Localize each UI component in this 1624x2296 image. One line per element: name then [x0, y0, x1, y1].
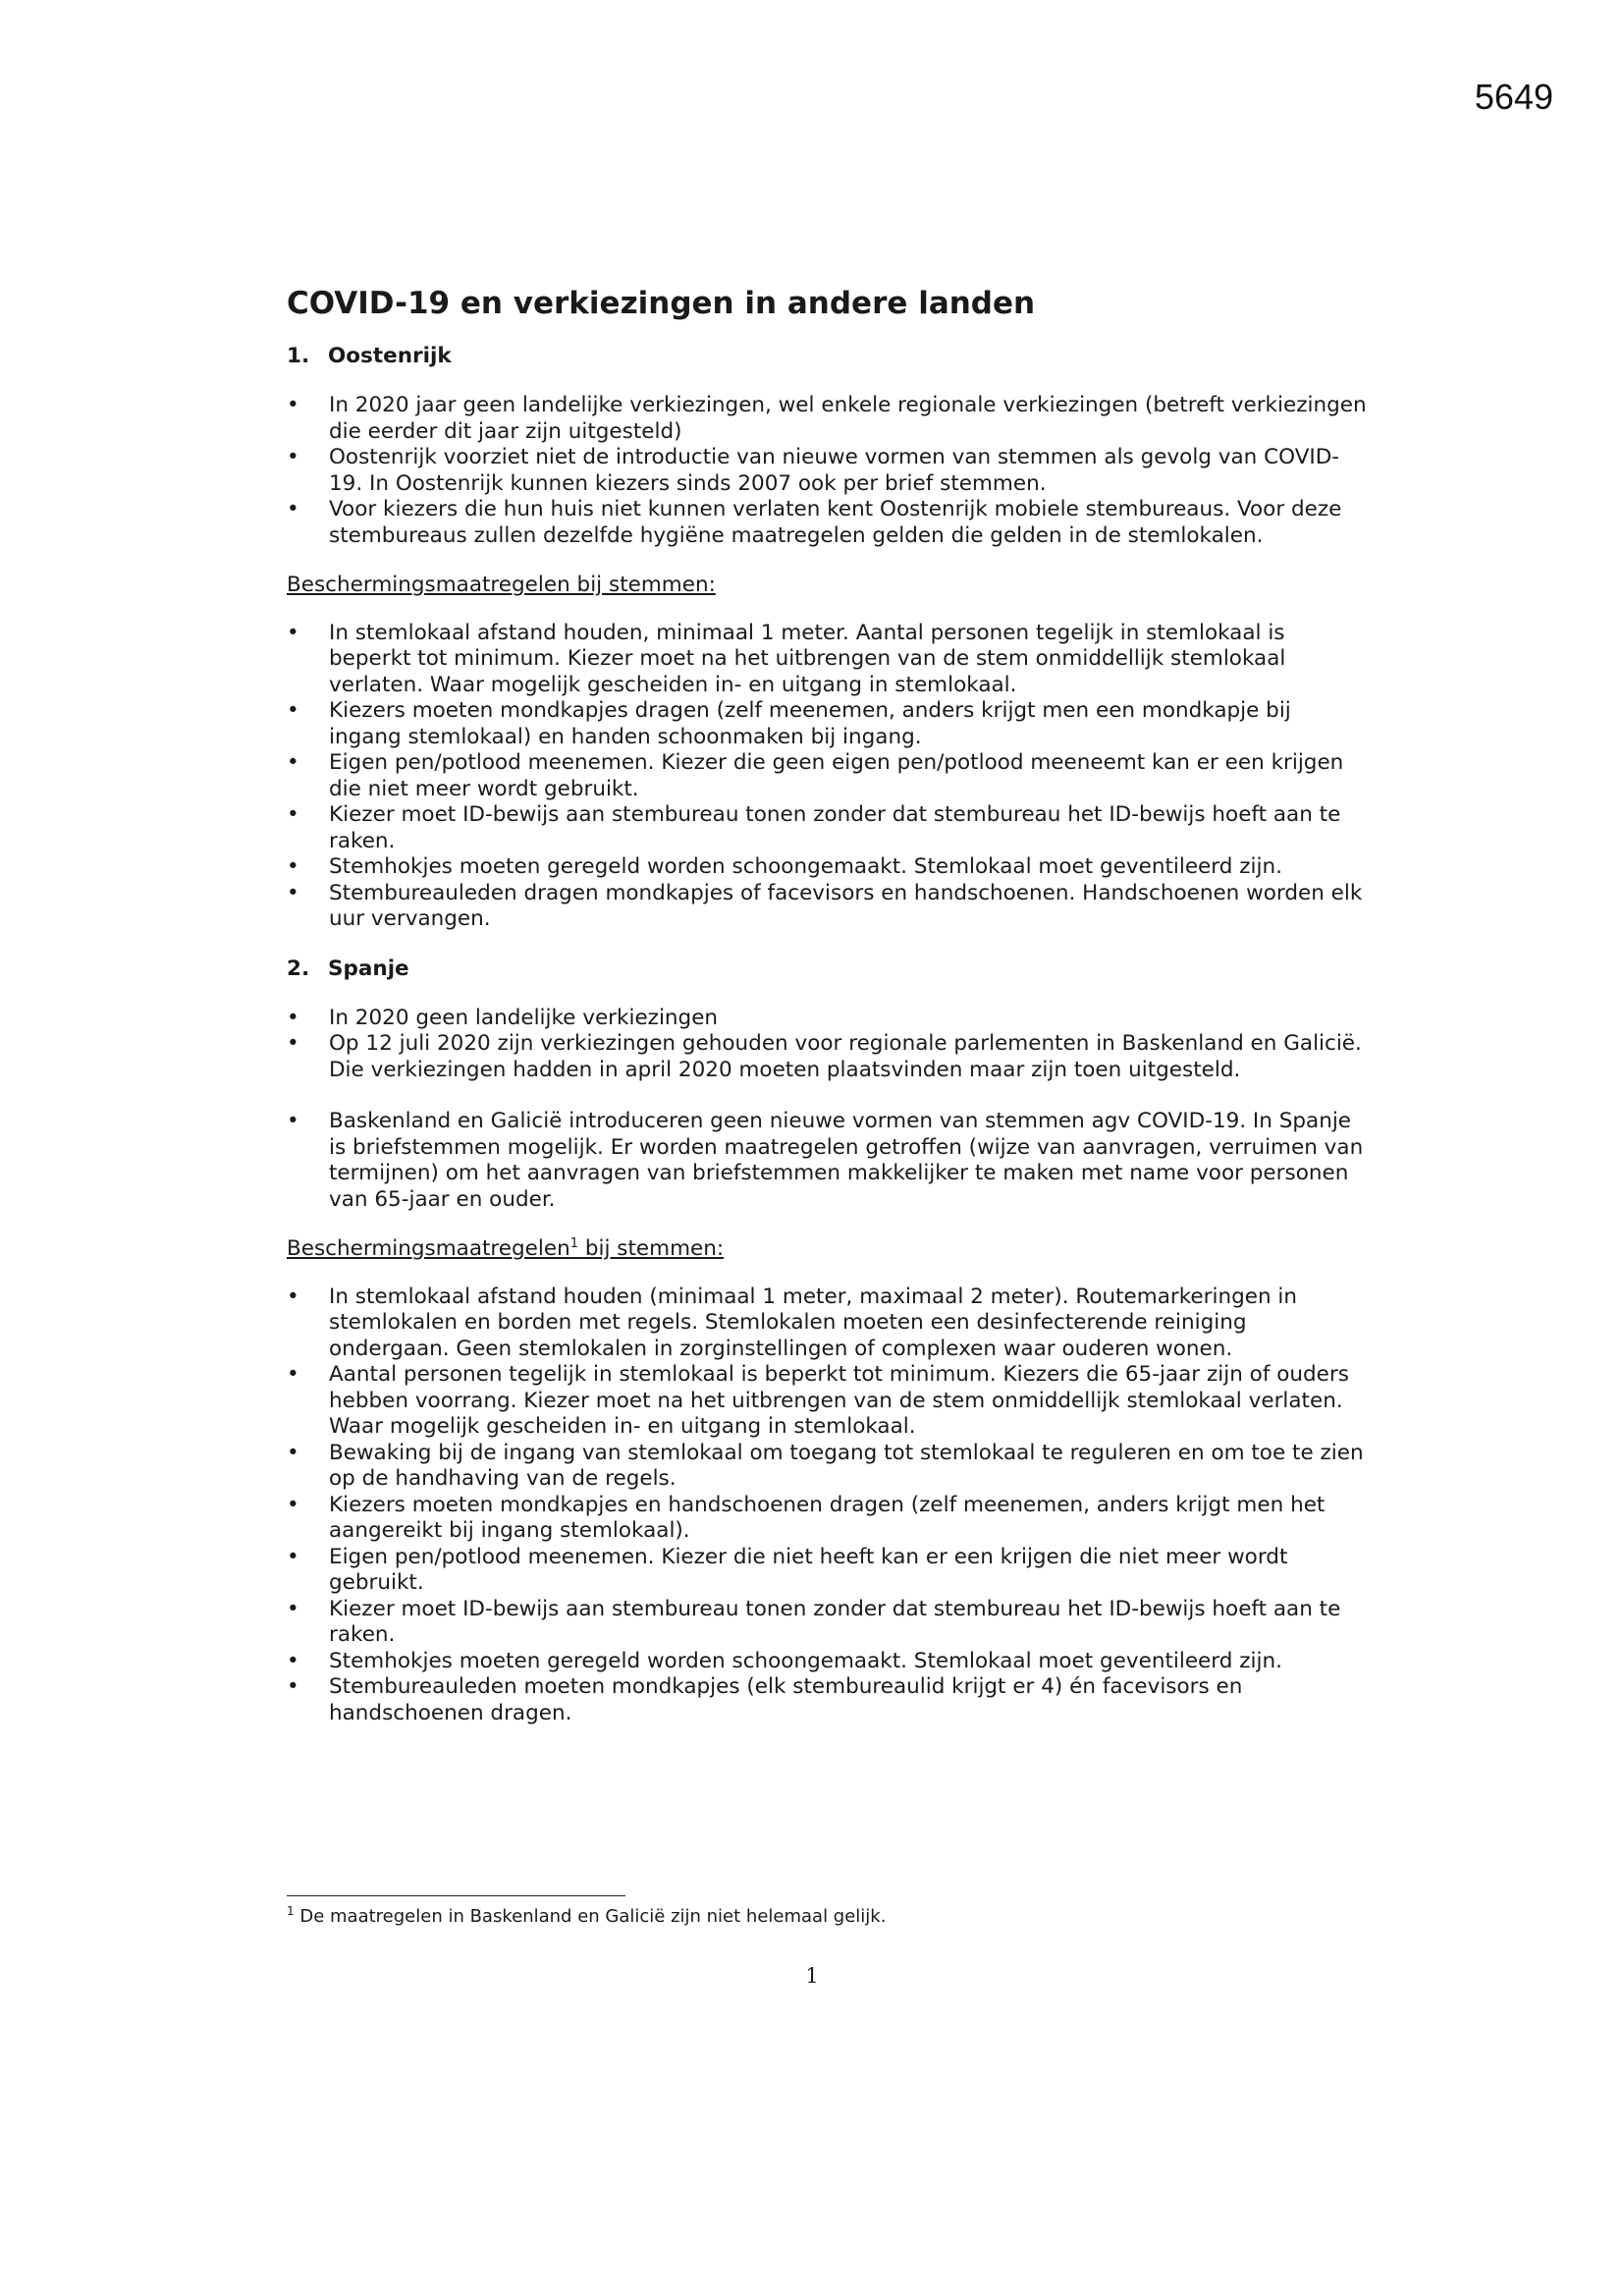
measures-heading-prefix: Beschermingsmaatregelen — [287, 1236, 570, 1261]
footnote-marker: 1 — [287, 1904, 295, 1918]
list-item: • Stemhokjes moeten geregeld worden schoongemaakt. Stemlokaal moet geventileerd zijn. — [287, 854, 1367, 881]
measures-heading-suffix: bij stemmen: — [578, 1236, 725, 1261]
page-number: 1 — [805, 1964, 819, 1988]
list-item: • In 2020 jaar geen landelijke verkiezingen, wel enkele regionale verkiezingen (betreft verkiezingen die eerder dit jaar zijn uitgesteld) — [287, 393, 1367, 445]
list-item: • Kiezers moeten mondkapjes dragen (zelf meenemen, anders krijgt men een mondkapje bij ingang stemlokaal) en handen schoonmaken bij ingang. — [287, 698, 1367, 750]
list-item: • In stemlokaal afstand houden (minimaal 1 meter, maximaal 2 meter). Routemarkeringen in stemlokalen en borden met regels. Stemlokalen moeten een desinfecterende reiniging ondergaan. Geen stemlokalen in zorginstellingen of complexen waar ouderen wonen. — [287, 1285, 1367, 1363]
section-heading-spain — [287, 955, 1367, 984]
spain-measures-heading — [287, 1236, 1367, 1263]
austria-measures-heading: Beschermingsmaatregelen bij stemmen: — [287, 573, 716, 597]
list-item: • Bewaking bij de ingang van stemlokaal om toegang tot stemlokaal te reguleren en om toe te zien op de handhaving van de regels. — [287, 1441, 1367, 1493]
footnote-text: De maatregelen in Baskenland en Galicië zijn niet helemaal gelijk. — [294, 1906, 887, 1927]
section-number: 2. — [287, 956, 310, 981]
list-item: • Voor kiezers die hun huis niet kunnen verlaten kent Oostenrijk mobiele stembureaus. Voor deze stembureaus zullen dezelfde hygiëne maatregelen gelden die gelden in de stemlokalen. — [287, 497, 1367, 549]
document-body — [287, 285, 1367, 1726]
section-number: 1. — [287, 344, 310, 368]
list-item: • Kiezers moeten mondkapjes en handschoenen dragen (zelf meenemen, anders krijgt men het aangereikt bij ingang stemlokaal). — [287, 1493, 1367, 1545]
list-item: • Baskenland en Galicië introduceren geen nieuwe vormen van stemmen agv COVID-19. In Spanje is briefstemmen mogelijk. Er worden maatregelen getroffen (wijze van aanvragen, verruimen van termijnen) om het aanvragen van briefstemmen makkelijker te maken met name voor personen van 65-jaar en ouder. — [287, 1109, 1367, 1213]
austria-intro-list — [287, 393, 1367, 549]
list-item: • Eigen pen/potlood meenemen. Kiezer die niet heeft kan er een krijgen die niet meer wordt gebruikt. — [287, 1545, 1367, 1597]
footnote-reference[interactable]: 1 — [569, 1235, 579, 1251]
list-item: • Stemhokjes moeten geregeld worden schoongemaakt. Stemlokaal moet geventileerd zijn. — [287, 1649, 1367, 1675]
section-heading-austria — [287, 342, 1367, 371]
footnote — [287, 1905, 886, 1929]
spain-intro-list-2 — [287, 1109, 1367, 1213]
list-item: • Oostenrijk voorziet niet de introductie van nieuwe vormen van stemmen als gevolg van COVID-19. In Oostenrijk kunnen kiezers sinds 2007 ook per brief stemmen. — [287, 445, 1367, 497]
spain-measures-list — [287, 1285, 1367, 1727]
section-title: Spanje — [328, 956, 409, 981]
list-item: • Eigen pen/potlood meenemen. Kiezer die geen eigen pen/potlood meeneemt kan er een krijgen die niet meer wordt gebruikt. — [287, 750, 1367, 802]
list-item: • In 2020 geen landelijke verkiezingen — [287, 1006, 1367, 1032]
document-stamp-number: 5649 — [1474, 77, 1553, 117]
list-item: • Aantal personen tegelijk in stemlokaal is beperkt tot minimum. Kiezers die 65-jaar zijn of ouders hebben voorrang. Kiezer moet na het uitbrengen van de stem onmiddellijk stemlokaal verlaten. Waar mogelijk gescheiden in- en uitgang in stemlokaal. — [287, 1362, 1367, 1441]
list-item: • Op 12 juli 2020 zijn verkiezingen gehouden voor regionale parlementen in Baskenland en Galicië. Die verkiezingen hadden in april 2020 moeten plaatsvinden maar zijn toen uitgesteld. — [287, 1031, 1367, 1083]
austria-measures-list — [287, 621, 1367, 933]
list-item: • Kiezer moet ID-bewijs aan stembureau tonen zonder dat stembureau het ID-bewijs hoeft aan te raken. — [287, 1597, 1367, 1649]
footnote-divider — [287, 1895, 625, 1896]
section-title: Oostenrijk — [328, 344, 452, 368]
list-item: • Stembureauleden moeten mondkapjes (elk stembureaulid krijgt er 4) én facevisors en handschoenen dragen. — [287, 1674, 1367, 1726]
list-item: • Stembureauleden dragen mondkapjes of facevisors en handschoenen. Handschoenen worden elk uur vervangen. — [287, 881, 1367, 933]
list-item: • Kiezer moet ID-bewijs aan stembureau tonen zonder dat stembureau het ID-bewijs hoeft aan te raken. — [287, 802, 1367, 854]
spain-intro-list — [287, 1006, 1367, 1084]
list-item: • In stemlokaal afstand houden, minimaal 1 meter. Aantal personen tegelijk in stemlokaal is beperkt tot minimum. Kiezer moet na het uitbrengen van de stem onmiddellijk stemlokaal verlaten. Waar mogelijk gescheiden in- en uitgang in stemlokaal. — [287, 621, 1367, 699]
document-title: COVID-19 en verkiezingen in andere landen — [287, 286, 1036, 321]
